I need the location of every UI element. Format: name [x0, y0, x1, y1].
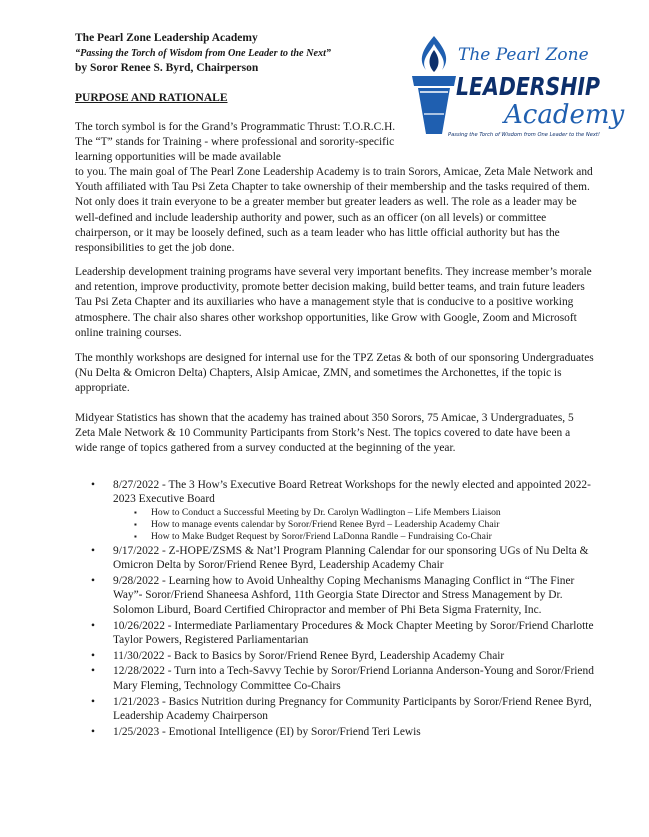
list-item: ▪ How to Conduct a Successful Meeting by Dr. Carolyn Wadlington – Life Members Liaison [113, 507, 605, 519]
paragraph-3: The monthly workshops are designed for internal use for the TPZ Zetas & both of our sponsoring Undergraduates (Nu Delta & Omicron Delta) Chapters, Alsip Amicae, ZMN, and sometimes the Archonettes, if the topic is appropriate. [75, 352, 594, 395]
list-item: • 1/21/2023 - Basics Nutrition during Pregnancy for Community Participants by Soror/Friend Renee Byrd, Leadership Academy Chairperson [75, 695, 605, 724]
document-title: The Pearl Zone Leadership Academy [75, 32, 258, 44]
section-heading: PURPOSE AND RATIONALE [75, 92, 228, 104]
logo-line3: Academy [504, 100, 625, 130]
list-item: • 12/28/2022 - Turn into a Tech-Savvy Techie by Soror/Friend Lorianna Anderson-Young and Soror/Friend Mary Fleming, Technology Committee Co-Chairs [75, 664, 605, 693]
logo-line1: The Pearl Zone [458, 45, 589, 65]
workshop-list [75, 478, 605, 740]
list-item: ▪ How to Make Budget Request by Soror/Friend LaDonna Randle – Fundraising Co-Chair [113, 531, 605, 543]
list-item: ▪ How to manage events calendar by Soror/Friend Renee Byrd – Leadership Academy Chair [113, 519, 605, 531]
document-header [75, 31, 405, 76]
list-item [75, 478, 605, 543]
document-byline: by Soror Renee S. Byrd, Chairperson [75, 62, 259, 74]
paragraph-4: Midyear Statistics has shown that the academy has trained about 350 Sorors, 75 Amicae, 3 Undergraduates, 5 Zeta Male Network & 10 Community Participants from Stork’s Nest. The topics covered to date have been a wide range of topics gathered from a survey conducted at the beginning of the year. [75, 412, 574, 455]
logo-line2: LEADERSHIP [456, 72, 600, 101]
paragraph-2: Leadership development training programs have several very important benefits. They increase member’s morale and retention, improve productivity, promote better decision making, build better teams, and train future leaders Tau Psi Zeta Chapter and its auxiliaries who have a management style that is conducive to a positive working atmosphere. The chair also shares other workshop opportunities, like Grow with Google, Zoom and Microsoft online training courses. [75, 266, 592, 339]
paragraph-1-body: to you. The main goal of The Pearl Zone Leadership Academy is to train Sorors, Amicae, Zeta Male Network and Youth affiliated with Tau Psi Zeta Chapter to take ownership of their membership and the tasks required of them. Not only does it train everyone to be a greater member but greater leaders as well. The role as a leader may be well-defined and include leadership authority and power, such as an officer (on all levels) or committee chairperson, or it may be loosely defined, such as a team leader who has little official authority but has the responsibilities to get the job done. [75, 166, 593, 255]
list-item: • 10/26/2022 - Intermediate Parliamentary Procedures & Mock Chapter Meeting by Soror/Friend Charlotte Taylor Powers, Registered Parliamentarian [75, 619, 605, 648]
list-item: • 9/17/2022 - Z-HOPE/ZSMS & Nat’l Program Planning Calendar for our sponsoring UGs of Nu Delta & Omicron Delta by Soror/Friend Renee Byrd, Leadership Academy Chair [75, 544, 605, 573]
torch-icon [412, 36, 456, 134]
document-motto: “Passing the Torch of Wisdom from One Leader to the Next” [75, 48, 332, 59]
list-item: • 11/30/2022 - Back to Basics by Soror/Friend Renee Byrd, Leadership Academy Chair [75, 649, 605, 663]
retreat-session-list [113, 507, 605, 543]
academy-logo [404, 30, 625, 142]
list-item: • 1/25/2023 - Emotional Intelligence (EI) by Soror/Friend Teri Lewis [75, 725, 605, 739]
logo-tagline: Passing the Torch of Wisdom from One Leader to the Next! [448, 132, 600, 138]
workshop-text: 8/27/2022 - The 3 How’s Executive Board Retreat Workshops for the newly elected and appointed 2022-2023 Executive Board [113, 479, 591, 506]
paragraph-1-intro: The torch symbol is for the Grand’s Programmatic Thrust: T.O.R.C.H. The “T” stands for Training - where professional and sorority-specific learning opportunities will be made available [75, 121, 396, 164]
list-item: • 9/28/2022 - Learning how to Avoid Unhealthy Coping Mechanisms Managing Conflict in “The Finer Way”- Soror/Friend Shaneesa Ashford, 11th Georgia State Director and Stress Management by Dr. Solomon Liburd, Board Certified Chiropractor and member of Phi Beta Sigma Fraternity, Inc. [75, 574, 605, 617]
